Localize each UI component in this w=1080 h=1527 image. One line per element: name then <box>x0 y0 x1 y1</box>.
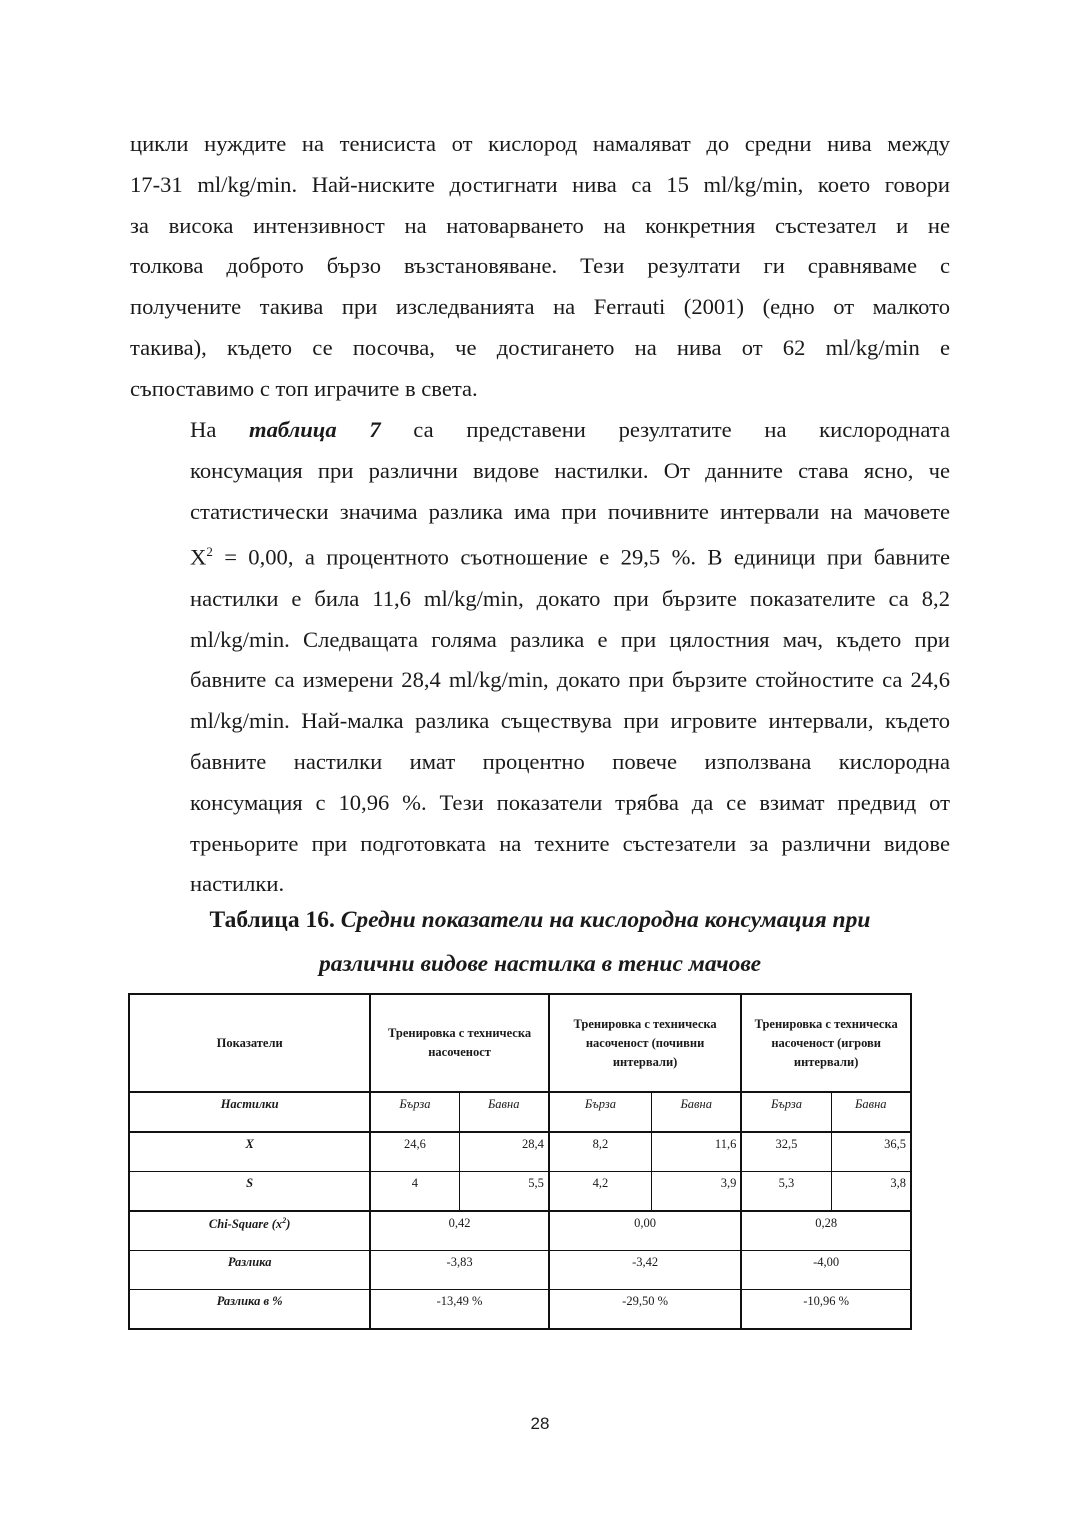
paragraph-2 <box>130 410 950 905</box>
table-cell: -3,42 <box>549 1251 742 1290</box>
row-label: X <box>129 1132 370 1172</box>
table-header-row <box>129 994 911 1092</box>
table-cell: 24,6 <box>370 1132 459 1172</box>
row-label <box>129 1211 370 1251</box>
row-label: Разлика в % <box>129 1290 370 1330</box>
label-fragment: ) <box>286 1217 291 1232</box>
text-line: настилки. <box>190 871 285 897</box>
text-fragment: На <box>190 417 250 442</box>
table-cell: 32,5 <box>741 1132 831 1172</box>
table-cell: 3,8 <box>831 1172 911 1212</box>
header-group-technical: Тренировка с техническа насоченост <box>370 994 549 1092</box>
table-cell: 8,2 <box>549 1132 652 1172</box>
row-label: Разлика <box>129 1251 370 1290</box>
surface-slow: Бавна <box>831 1092 911 1132</box>
text-line: такива), където се посочва, че достигането на нива от 62 ml/kg/min е <box>130 334 950 360</box>
table-cell: 5,5 <box>459 1172 549 1212</box>
surface-slow: Бавна <box>652 1092 742 1132</box>
text-line: цикли нуждите на тенисиста от кислород намаляват до средни нива между <box>130 131 950 156</box>
table-cell: 3,9 <box>652 1172 742 1212</box>
table-cell: 11,6 <box>652 1132 742 1172</box>
surface-fast: Бърза <box>370 1092 459 1132</box>
table-cell: 0,00 <box>549 1211 742 1251</box>
table-cell: -13,49 % <box>370 1290 549 1330</box>
table-cell: 5,3 <box>741 1172 831 1212</box>
text-line: треньорите при подготовката на техните състезатели за различни видове <box>190 830 950 856</box>
text-fragment: X <box>190 544 207 570</box>
text-line: бавните настилки имат процентно повече използвана кислородна <box>190 748 950 774</box>
table-cell: -10,96 % <box>741 1290 911 1330</box>
oxygen-consumption-table <box>128 993 912 1330</box>
surface-slow: Бавна <box>459 1092 549 1132</box>
header-group-game-intervals: Тренировка с техническа насоченост (игрови интервали) <box>741 994 911 1092</box>
text-line: консумация с 10,96 %. Тези показатели трябва да се взимат предвид от <box>190 789 950 815</box>
table-row-mean <box>129 1132 911 1172</box>
table-cell: 4 <box>370 1172 459 1212</box>
paragraph-1 <box>130 124 950 410</box>
table-caption <box>130 898 950 986</box>
table-cell: 0,42 <box>370 1211 549 1251</box>
table-cell: -4,00 <box>741 1251 911 1290</box>
surface-fast: Бърза <box>549 1092 652 1132</box>
caption-title-continued: различни видове настилка в тенис мачове <box>318 951 762 977</box>
table-cell: 0,28 <box>741 1211 911 1251</box>
text-line <box>130 532 950 578</box>
table-cell: 36,5 <box>831 1132 911 1172</box>
text-line: настилки е била 11,6 ml/kg/min, докато при бързите показателите са 8,2 <box>190 585 950 611</box>
table-cell: 28,4 <box>459 1132 549 1172</box>
table-row-difference <box>129 1251 911 1290</box>
table-row-chi-square <box>129 1211 911 1251</box>
text-fragment: са представени резултатите на кислородната <box>380 417 950 442</box>
superscript: 2 <box>282 1216 287 1225</box>
row-label: S <box>129 1172 370 1212</box>
text-fragment: = 0,00, а процентното съотношение е 29,5 %. В единици при бавните <box>212 544 950 570</box>
text-line: толкова доброто бързо възстановяване. Тези резултати ги сравняваме с <box>130 253 950 279</box>
text-line <box>130 410 950 451</box>
text-line: консумация при различни видове настилки. От данните става ясно, че <box>190 457 950 483</box>
text-line: ml/kg/min. Най-малка разлика съществува при игровите интервали, където <box>190 708 950 734</box>
row-label: Настилки <box>129 1092 370 1132</box>
text-line: съпоставимо с топ играчите в света. <box>130 375 478 401</box>
page-number: 28 <box>530 1414 550 1433</box>
text-line: за висока интензивност на натоварването на конкретния състезател и не <box>130 212 950 238</box>
caption-label: Таблица 16. <box>209 907 335 933</box>
text-line: 17-31 ml/kg/min. Най-ниските достигнати нива са 15 ml/kg/min, което говори <box>130 171 950 197</box>
header-group-rest-intervals: Тренировка с техническа насоченост (почивни интервали) <box>549 994 742 1092</box>
table-reference: таблица 7 <box>249 417 381 442</box>
header-indicators: Показатели <box>129 994 370 1092</box>
label-fragment: Chi-Square (x <box>208 1217 283 1232</box>
table-row-surfaces <box>129 1092 911 1132</box>
table-row-sd <box>129 1172 911 1212</box>
text-line: бавните са измерени 28,4 ml/kg/min, докато при бързите стойностите са 24,6 <box>190 667 950 693</box>
table-row-difference-percent <box>129 1290 911 1330</box>
text-line: ml/kg/min. Следващата голяма разлика е при цялостния мач, където при <box>190 626 950 652</box>
surface-fast: Бърза <box>741 1092 831 1132</box>
superscript: 2 <box>206 544 213 560</box>
text-line: статистически значима разлика има при почивните интервали на мачовете <box>190 498 950 524</box>
table-cell: -29,50 % <box>549 1290 742 1330</box>
caption-title: Средни показатели на кислородна консумация при <box>334 907 871 933</box>
table-cell: -3,83 <box>370 1251 549 1290</box>
table-cell: 4,2 <box>549 1172 652 1212</box>
text-line: получените такива при изследванията на Ferrauti (2001) (едно от малкото <box>130 294 950 320</box>
